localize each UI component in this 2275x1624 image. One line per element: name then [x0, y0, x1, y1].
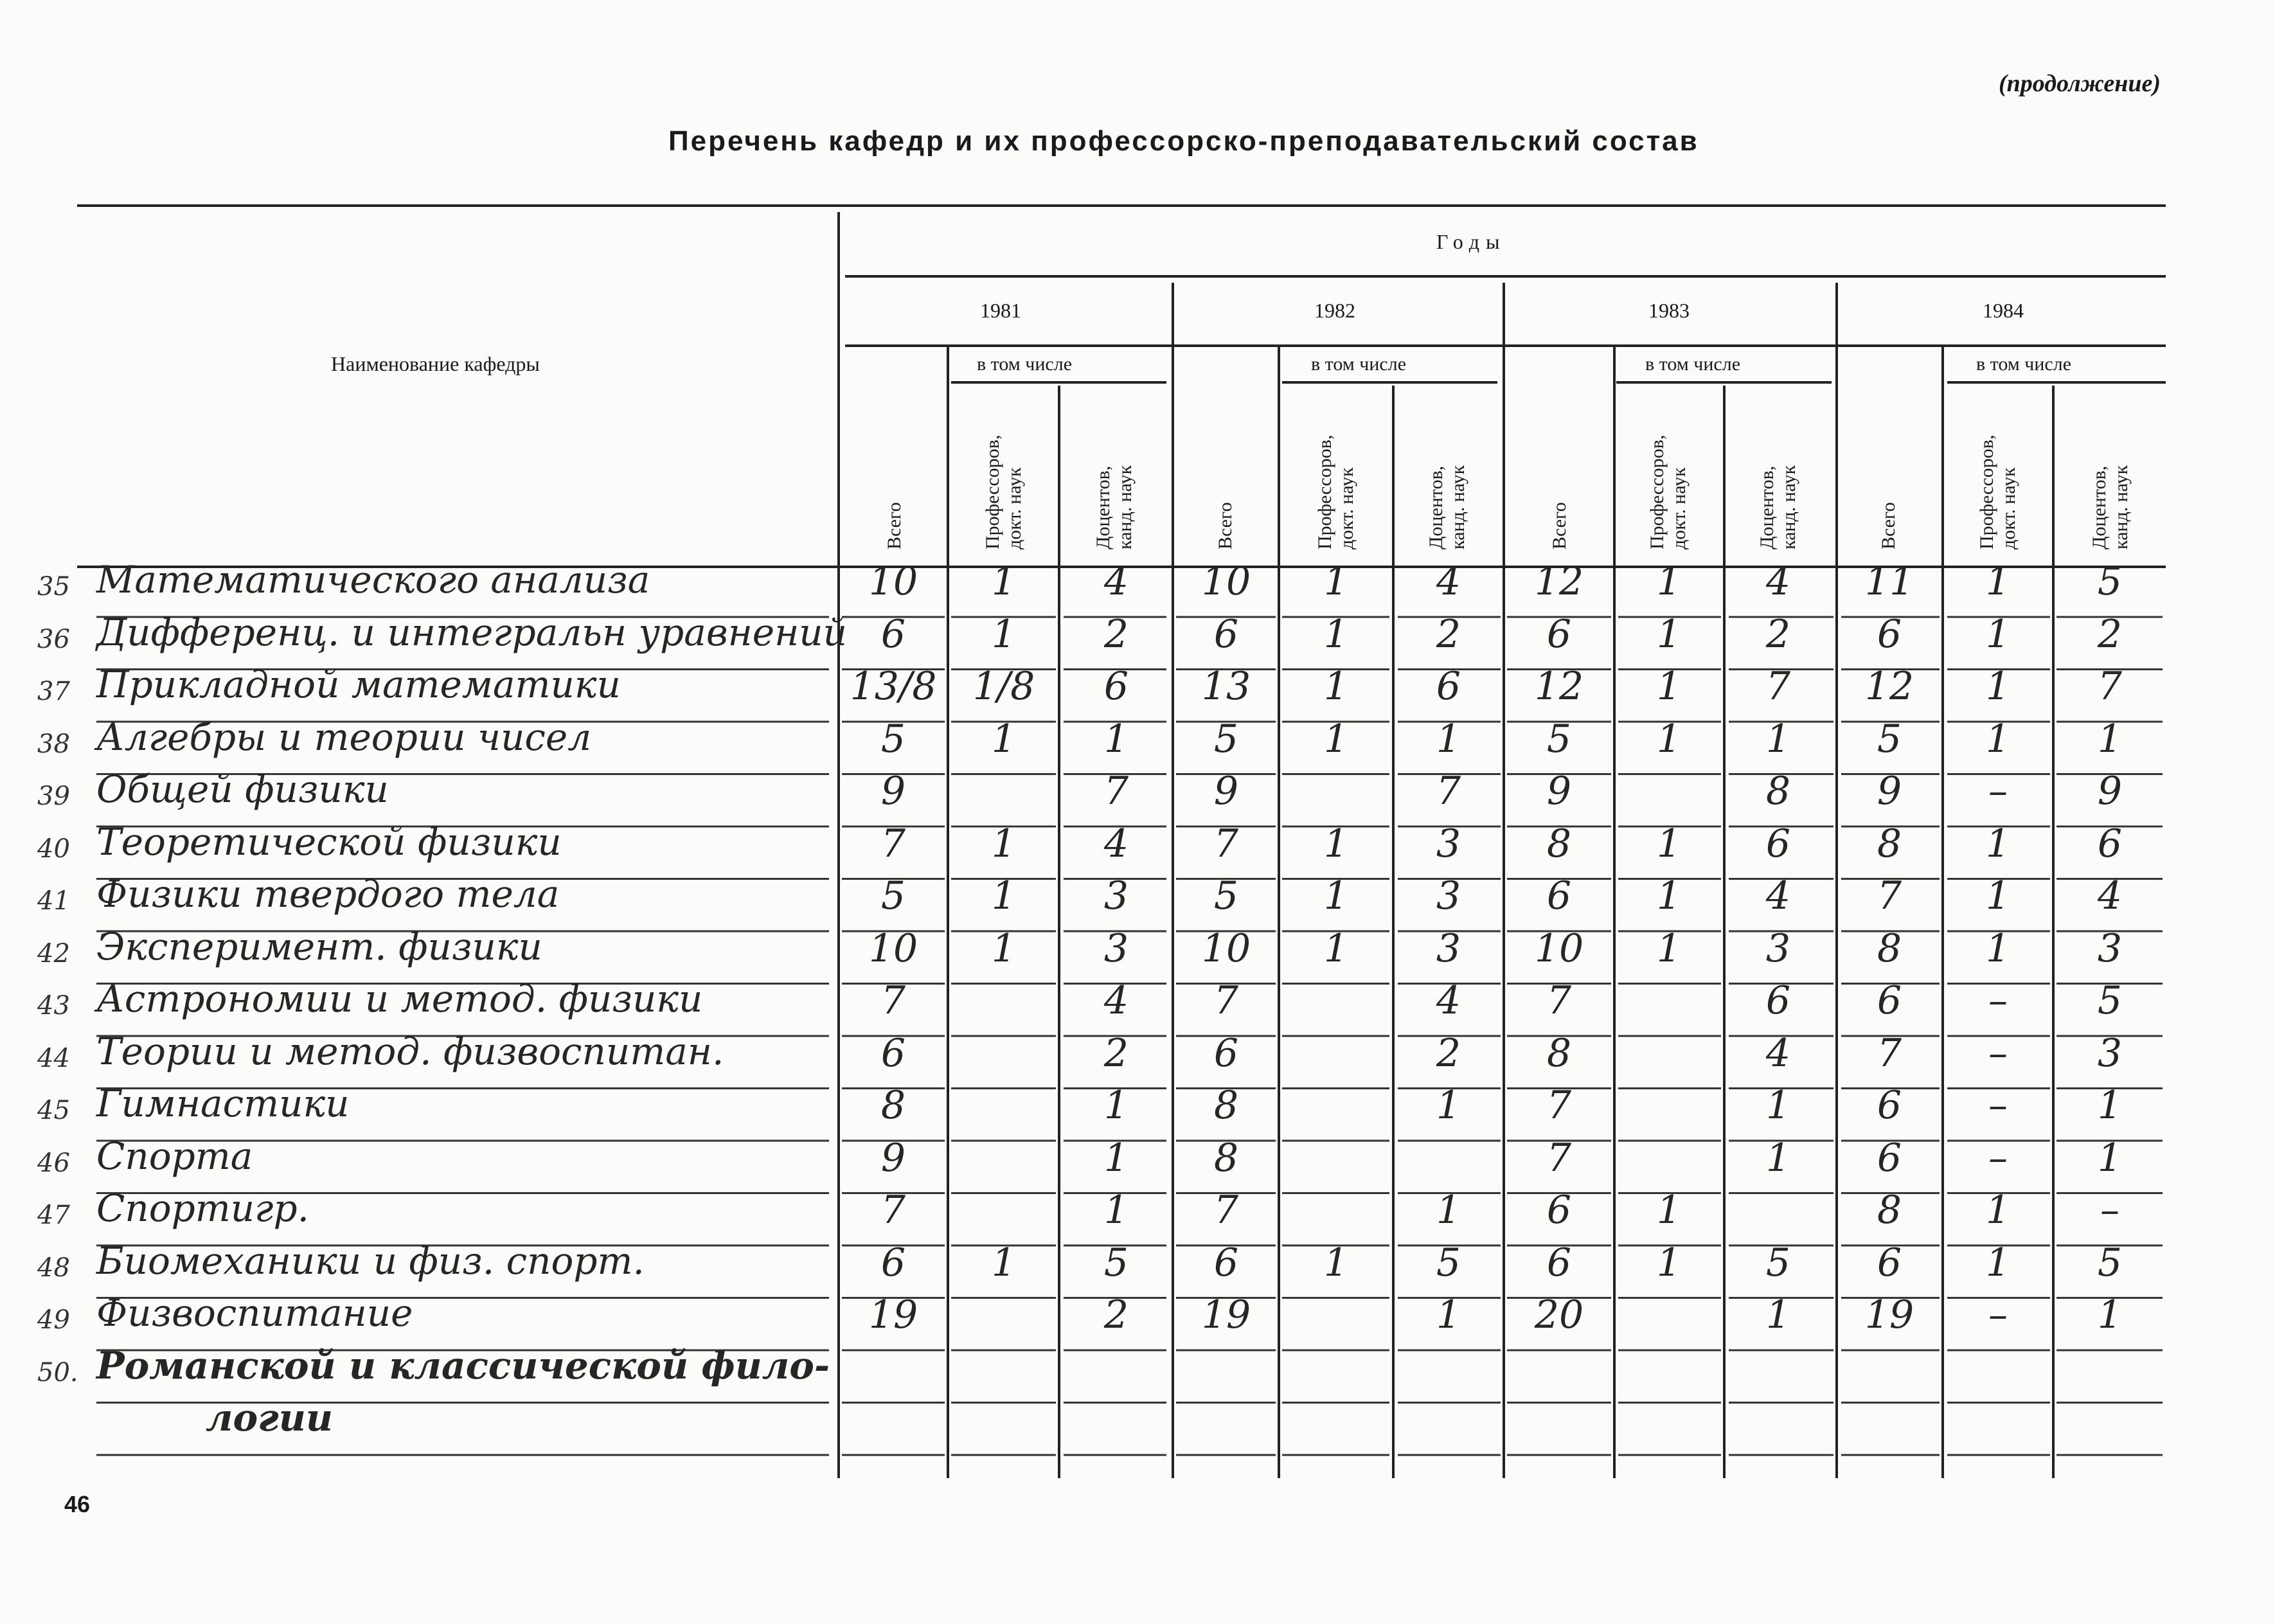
row-number: 36: [37, 624, 70, 654]
table-cell: 1: [1765, 1292, 1791, 1337]
table-cell: 10: [1201, 559, 1251, 604]
department-name: Дифференц. и интегральн уравнений: [96, 610, 848, 654]
table-cell: 1: [1436, 1083, 1461, 1128]
including-1981: в том числе: [977, 353, 1073, 375]
table-cell: 5: [1765, 1240, 1791, 1285]
table-cell: 1: [1323, 925, 1349, 971]
table-cell: 1: [1985, 1188, 2011, 1233]
row-number: 35: [37, 572, 70, 602]
table-cell: 1: [1323, 873, 1349, 918]
table-cell: 3: [1103, 873, 1129, 918]
table-cell: 1: [991, 559, 1017, 604]
table-cell: 4: [1765, 873, 1791, 918]
row-number: 45: [37, 1096, 70, 1125]
department-name: Теоретической физики: [96, 819, 562, 864]
table-cell: 3: [1436, 873, 1461, 918]
department-name: Биомеханики и физ. спорт.: [96, 1238, 645, 1283]
table-cell: 1: [1103, 716, 1129, 762]
total-header-1981: Всего: [884, 502, 905, 549]
table-cell: 10: [1201, 925, 1251, 971]
table-cell: 6: [1213, 1030, 1239, 1076]
professors-line-1: Профессоров,: [982, 434, 1003, 549]
department-name: Математического анализа: [96, 558, 650, 602]
table-cell: 5: [1436, 1240, 1461, 1285]
table-cell: 6: [1877, 1135, 1902, 1181]
table-cell: –: [1988, 1135, 2008, 1181]
table-cell: 7: [1877, 1030, 1902, 1076]
table-cell: 1: [1323, 821, 1349, 866]
professors-line-2: докт. наук: [1668, 467, 1690, 549]
professors-line-1: Профессоров,: [1976, 434, 1997, 549]
table-cell: 12: [1534, 559, 1584, 604]
table-cell: –: [1988, 1292, 2008, 1337]
table-cell: 8: [1213, 1135, 1239, 1181]
table-cell: 6: [1877, 978, 1902, 1023]
table-cell: 7: [1103, 769, 1129, 814]
table-cell: 3: [1436, 925, 1461, 971]
professors-header-1981: [982, 435, 1026, 549]
table-cell: 6: [1546, 873, 1572, 918]
department-name: Физики твердого тела: [96, 872, 560, 916]
table-cell: 2: [1436, 611, 1461, 657]
table-cell: 5: [1103, 1240, 1129, 1285]
table-cell: 6: [1877, 1240, 1902, 1285]
department-name: Романской и классической фило-: [96, 1343, 830, 1388]
table-cell: 1/8: [972, 664, 1035, 709]
table-cell: 1: [1103, 1135, 1129, 1181]
table-cell: 4: [1436, 559, 1461, 604]
table-cell: 2: [2097, 611, 2123, 657]
docents-line-2: канд. наук: [2110, 465, 2132, 549]
row-number: 38: [37, 729, 70, 759]
table-cell: 1: [1656, 716, 1682, 762]
table-cell: 1: [1656, 925, 1682, 971]
row-number: 49: [37, 1305, 70, 1335]
row-number: 42: [37, 938, 70, 968]
including-1982: в том числе: [1311, 353, 1407, 375]
table-cell: 1: [1323, 664, 1349, 709]
total-header-1983: Всего: [1549, 502, 1570, 549]
including-1983: в том числе: [1645, 353, 1741, 375]
row-number: 48: [37, 1253, 70, 1283]
table-cell: 4: [1436, 978, 1461, 1023]
table-cell: 9: [1546, 769, 1572, 814]
table-cell: 9: [880, 1135, 906, 1181]
row-number: 37: [37, 677, 70, 706]
professors-line-2: докт. наук: [1998, 467, 2019, 549]
table-cell: 2: [1103, 1292, 1129, 1337]
name-column-header: Наименование кафедры: [331, 352, 540, 375]
table-cell: 1: [1656, 873, 1682, 918]
table-cell: 1: [1103, 1188, 1129, 1233]
table-cell: 7: [1877, 873, 1902, 918]
table-cell: 3: [1103, 925, 1129, 971]
docents-header-1981: [1093, 465, 1136, 549]
table-cell: 4: [1765, 559, 1791, 604]
table-cell: 9: [2097, 769, 2123, 814]
table-cell: 5: [1213, 873, 1239, 918]
docents-line-2: канд. наук: [1114, 465, 1136, 549]
years-header: Годы: [1436, 230, 1506, 253]
table-cell: 6: [1765, 978, 1791, 1023]
table-cell: 7: [1436, 769, 1461, 814]
table-cell: 5: [880, 716, 906, 762]
table-cell: 4: [1103, 559, 1129, 604]
table-cell: 5: [2097, 1240, 2123, 1285]
table-cell: 1: [1985, 559, 2011, 604]
row-number: 44: [37, 1043, 70, 1073]
year-1983: 1983: [1648, 299, 1690, 322]
table-cell: 1: [1323, 716, 1349, 762]
table-cell: 6: [880, 611, 906, 657]
docents-line-2: канд. наук: [1778, 465, 1799, 549]
table-cell: 6: [1877, 611, 1902, 657]
table-cell: 7: [880, 821, 906, 866]
table-cell: 1: [1656, 1188, 1682, 1233]
table-cell: 5: [1546, 716, 1572, 762]
table-cell: 7: [1546, 1083, 1572, 1128]
table-cell: 1: [991, 925, 1017, 971]
table-cell: 19: [868, 1292, 918, 1337]
table-cell: 1: [1436, 716, 1461, 762]
table-cell: 1: [991, 611, 1017, 657]
table-cell: 1: [1323, 559, 1349, 604]
department-name-continuation: логии: [206, 1396, 334, 1440]
table-cell: 1: [1985, 611, 2011, 657]
table-cell: 1: [1985, 716, 2011, 762]
table-cell: 3: [1436, 821, 1461, 866]
table-cell: 5: [2097, 978, 2123, 1023]
table-cell: 1: [991, 873, 1017, 918]
table-cell: 7: [880, 1188, 906, 1233]
table-cell: 3: [1765, 925, 1791, 971]
table-cell: –: [1988, 1083, 2008, 1128]
table-cell: 4: [1103, 821, 1129, 866]
table-cell: 1: [1985, 925, 2011, 971]
row-number: 46: [37, 1148, 70, 1178]
table-cell: 6: [880, 1030, 906, 1076]
table-cell: 10: [868, 559, 918, 604]
row-number: 47: [37, 1200, 70, 1230]
docents-header-1983: [1756, 465, 1800, 549]
table-cell: 1: [991, 1240, 1017, 1285]
table-cell: 8: [1546, 821, 1572, 866]
table-cell: 1: [1323, 611, 1349, 657]
table-cell: 11: [1864, 559, 1914, 604]
page-number: 46: [64, 1491, 91, 1517]
table-cell: 1: [1985, 664, 2011, 709]
table-cell: 4: [1765, 1030, 1791, 1076]
table-cell: 1: [2097, 716, 2123, 762]
table-cell: –: [2100, 1188, 2119, 1233]
professors-line-2: докт. наук: [1336, 467, 1357, 549]
table-cell: 6: [1765, 821, 1791, 866]
table-cell: 9: [1877, 769, 1902, 814]
table-cell: 1: [1985, 1240, 2011, 1285]
table-cell: 7: [1765, 664, 1791, 709]
department-name: Общей физики: [96, 767, 389, 811]
table-cell: 2: [1103, 1030, 1129, 1076]
table-cell: 8: [1877, 1188, 1902, 1233]
table-cell: 19: [1201, 1292, 1251, 1337]
department-name: Гимнастики: [96, 1082, 350, 1125]
table-cell: 2: [1765, 611, 1791, 657]
table-cell: 1: [1765, 1083, 1791, 1128]
table-cell: 8: [1765, 769, 1791, 814]
table-cell: 1: [1765, 1135, 1791, 1181]
table-cell: 2: [1103, 611, 1129, 657]
row-number: 41: [37, 886, 70, 916]
table-cell: 7: [1546, 1135, 1572, 1181]
table-cell: 1: [2097, 1083, 2123, 1128]
docents-header-1982: [1425, 465, 1469, 549]
table-cell: 1: [1656, 821, 1682, 866]
table-cell: 6: [1436, 664, 1461, 709]
table-cell: –: [1988, 1030, 2008, 1076]
table-cell: 1: [2097, 1292, 2123, 1337]
table-cell: 1: [1436, 1188, 1461, 1233]
docents-line-1: Доцентов,: [1425, 465, 1447, 549]
table-cell: 9: [1213, 769, 1239, 814]
table-cell: 13: [1201, 664, 1251, 709]
table-cell: 19: [1864, 1292, 1914, 1337]
department-name: Эксперимент. физики: [96, 924, 542, 968]
department-name: Астрономии и метод. физики: [96, 977, 703, 1021]
table-cell: 8: [1213, 1083, 1239, 1128]
table-cell: 6: [2097, 821, 2123, 866]
year-1981: 1981: [980, 299, 1021, 322]
table-cell: 6: [1103, 664, 1129, 709]
docents-line-2: канд. наук: [1447, 465, 1468, 549]
docents-line-1: Доцентов,: [1093, 465, 1114, 549]
docents-line-1: Доцентов,: [1756, 465, 1778, 549]
table-cell: 7: [1213, 1188, 1239, 1233]
table-cell: 8: [880, 1083, 906, 1128]
table-cell: 6: [880, 1240, 906, 1285]
table-cell: 7: [1546, 978, 1572, 1023]
table-cell: 1: [1656, 611, 1682, 657]
professors-line-1: Профессоров,: [1314, 434, 1335, 549]
table-cell: 7: [1213, 978, 1239, 1023]
docents-header-1984: [2089, 465, 2132, 549]
table-cell: 6: [1213, 1240, 1239, 1285]
table-cell: 9: [880, 769, 906, 814]
professors-header-1982: [1314, 435, 1358, 549]
table-cell: 5: [1213, 716, 1239, 762]
table-cell: –: [1988, 978, 2008, 1023]
total-header-1982: Всего: [1215, 502, 1236, 549]
table-cell: 7: [880, 978, 906, 1023]
including-1984: в том числе: [1976, 353, 2072, 375]
table-cell: 4: [1103, 978, 1129, 1023]
docents-line-1: Доцентов,: [2089, 465, 2110, 549]
table-cell: 12: [1864, 664, 1914, 709]
table-cell: 5: [2097, 559, 2123, 604]
row-number: 43: [37, 991, 70, 1021]
table-cell: 4: [2097, 873, 2123, 918]
table-cell: 1: [2097, 1135, 2123, 1181]
table-cell: 5: [880, 873, 906, 918]
department-name: Спортигр.: [96, 1186, 310, 1230]
table-cell: 1: [1656, 664, 1682, 709]
table-cell: 1: [1436, 1292, 1461, 1337]
table-cell: 1: [1985, 821, 2011, 866]
table-cell: 8: [1877, 925, 1902, 971]
row-number: 40: [37, 834, 70, 864]
row-number: 50.: [37, 1357, 78, 1388]
table-cell: 1: [1103, 1083, 1129, 1128]
table-cell: 6: [1877, 1083, 1902, 1128]
table-cell: 1: [1765, 716, 1791, 762]
department-name: Физвоспитание: [96, 1291, 413, 1335]
table-cell: 7: [2097, 664, 2123, 709]
table-cell: 13/8: [850, 664, 937, 709]
department-name: Теории и метод. физвоспитан.: [96, 1029, 724, 1073]
table-cell: 3: [2097, 1030, 2123, 1076]
table-cell: 1: [1656, 559, 1682, 604]
table-cell: –: [1988, 769, 2008, 814]
table-cell: 6: [1213, 611, 1239, 657]
table-cell: 1: [991, 716, 1017, 762]
table-cell: 6: [1546, 1240, 1572, 1285]
professors-header-1984: [1976, 435, 2020, 549]
table-cell: 6: [1546, 1188, 1572, 1233]
row-number: 39: [37, 781, 70, 811]
total-header-1984: Всего: [1878, 502, 1899, 549]
table-cell: 1: [1985, 873, 2011, 918]
department-name: Алгебры и теории чисел: [96, 715, 592, 759]
professors-header-1983: [1646, 435, 1690, 549]
continued-label: (продолжение): [1999, 70, 2161, 97]
department-name: Спорта: [96, 1134, 253, 1178]
table-cell: 5: [1877, 716, 1902, 762]
page-title: Перечень кафедр и их профессорско-преподавательский состав: [668, 125, 1699, 157]
year-1982: 1982: [1314, 299, 1355, 322]
table-cell: 7: [1213, 821, 1239, 866]
table-cell: 1: [991, 821, 1017, 866]
professors-line-1: Профессоров,: [1646, 434, 1668, 549]
table-cell: 20: [1534, 1292, 1584, 1337]
table-cell: 1: [1656, 1240, 1682, 1285]
table-cell: 10: [1534, 925, 1584, 971]
table-cell: 2: [1436, 1030, 1461, 1076]
table-cell: 1: [1323, 1240, 1349, 1285]
table-cell: 12: [1534, 664, 1584, 709]
table-cell: 3: [2097, 925, 2123, 971]
table-cell: 6: [1546, 611, 1572, 657]
year-1984: 1984: [1983, 299, 2024, 322]
table-cell: 8: [1546, 1030, 1572, 1076]
table-cell: 8: [1877, 821, 1902, 866]
table-cell: 10: [868, 925, 918, 971]
department-name: Прикладной математики: [96, 663, 621, 706]
professors-line-2: докт. наук: [1004, 467, 1025, 549]
